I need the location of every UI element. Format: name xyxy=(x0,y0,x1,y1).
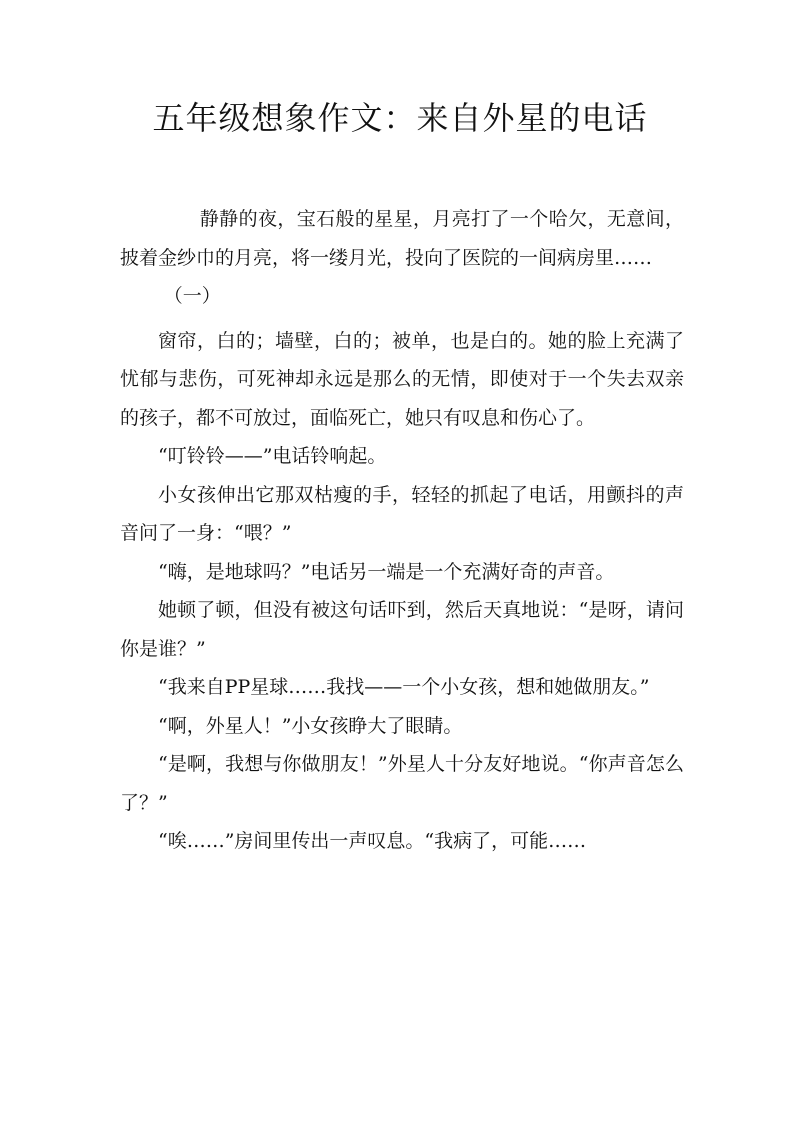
paragraph: 静静的夜，宝石般的星星，月亮打了一个哈欠，无意间，披着金纱巾的月亮，将一缕月光，投向了医院的一间病房里…… xyxy=(120,208,684,269)
paragraph: “我来自PP星球……我找——一个小女孩，想和她做朋友。” xyxy=(158,676,650,698)
paragraph: “啊，外星人！”小女孩睁大了眼睛。 xyxy=(158,714,463,737)
document-title: 五年级想象作文：来自外星的电话 xyxy=(152,99,648,137)
paragraph: 小女孩伸出它那双枯瘦的手，轻轻的抓起了电话，用颤抖的声音问了一身：“喂？” xyxy=(120,483,684,544)
paragraph: “唉……”房间里传出一声叹息。“我病了，可能…… xyxy=(158,830,587,852)
paragraph: 窗帘，白的；墙壁，白的；被单，也是白的。她的脸上充满了忧郁与悲伤，可死神却永远是那么的无情，即使对于一个失去双亲的孩子，都不可放过，面临死亡，她只有叹息和伤心了。 xyxy=(120,329,684,429)
paragraph: “嗨，是地球吗？”电话另一端是一个充满好奇的声音。 xyxy=(158,560,615,583)
paragraph: “叮铃铃——”电话铃响起。 xyxy=(158,445,387,467)
document-body xyxy=(120,200,684,861)
section-heading: （一） xyxy=(163,285,221,307)
paragraph: “是啊，我想与你做朋友！”外星人十分友好地说。“你声音怎么了？” xyxy=(120,753,684,814)
paragraph: 她顿了顿，但没有被这句话吓到，然后天真地说：“是呀，请问你是谁？” xyxy=(120,599,684,660)
